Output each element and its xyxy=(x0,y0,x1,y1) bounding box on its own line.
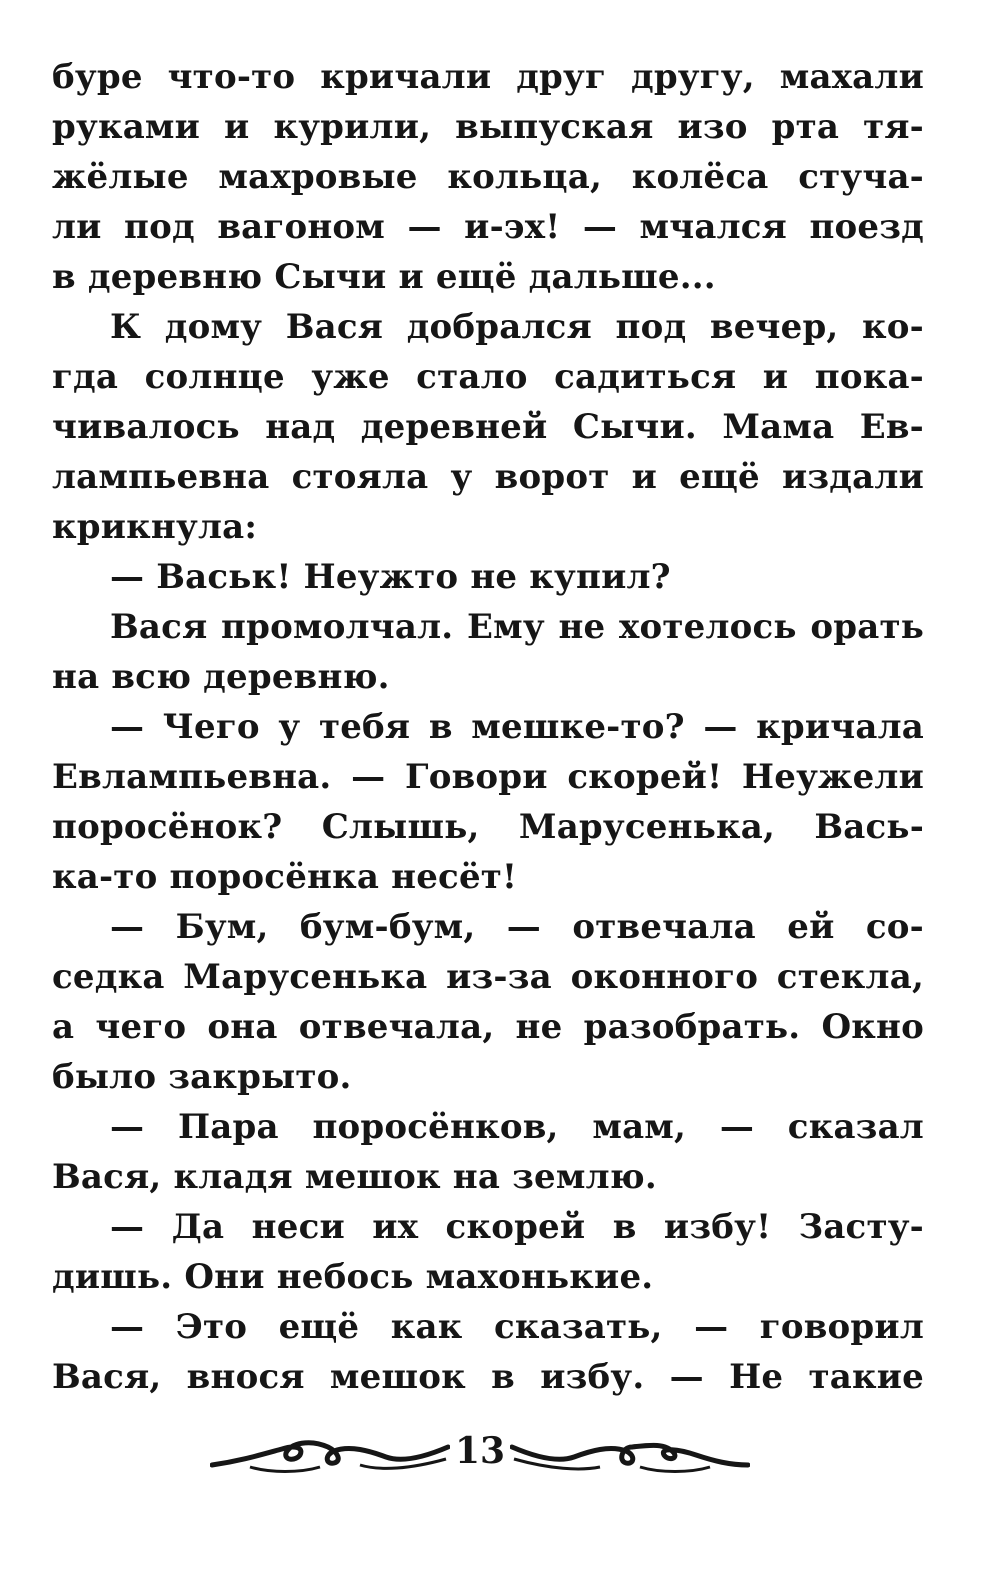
text-line: ли под вагоном — и-эх! — мчался поезд xyxy=(52,207,924,247)
text-line: дишь. Они небось махонькие. xyxy=(52,1257,654,1297)
text-line: крикнула: xyxy=(52,507,258,547)
page-number: 13 xyxy=(454,1430,506,1472)
flourish-left-icon xyxy=(210,1425,450,1485)
text-line: К дому Вася добрался под вечер, ко- xyxy=(110,307,924,347)
text-line: руками и курили, выпуская изо рта тя- xyxy=(52,107,924,147)
text-line: Вася, кладя мешок на землю. xyxy=(52,1157,657,1197)
text-line: гда солнце уже стало садиться и пока- xyxy=(52,357,924,397)
page-text xyxy=(52,52,924,1402)
text-line: в деревню Сычи и ещё дальше... xyxy=(52,257,716,297)
text-line: а чего она отвечала, не разобрать. Окно xyxy=(52,1007,924,1047)
text-line: Евлампьевна. — Говори скорей! Неужели xyxy=(52,757,924,797)
text-line: на всю деревню. xyxy=(52,657,390,697)
text-line: поросёнок? Слышь, Марусенька, Вась- xyxy=(52,807,924,847)
text-line: лампьевна стояла у ворот и ещё издали xyxy=(52,457,924,497)
text-line: буре что-то кричали друг другу, махали xyxy=(52,57,924,97)
text-line: — Пара поросёнков, мам, — сказал xyxy=(110,1107,924,1147)
text-line: седка Марусенька из-за оконного стекла, xyxy=(52,957,924,997)
text-line: — Да неси их скорей в избу! Засту- xyxy=(110,1207,924,1247)
text-line: — Васьк! Неужто не купил? xyxy=(110,557,671,597)
text-line: Вася, внося мешок в избу. — Не такие xyxy=(52,1357,924,1397)
text-line: — Чего у тебя в мешке-то? — кричала xyxy=(110,707,924,747)
text-line: чивалось над деревней Сычи. Мама Ев- xyxy=(52,407,924,447)
flourish-right-icon xyxy=(510,1425,750,1485)
text-line: — Это ещё как сказать, — говорил xyxy=(110,1307,924,1347)
text-line: — Бум, бум-бум, — отвечала ей со- xyxy=(110,907,924,947)
text-line: было закрыто. xyxy=(52,1057,352,1097)
page-footer xyxy=(0,1425,1000,1485)
text-line: ка-то поросёнка несёт! xyxy=(52,857,518,897)
text-line: Вася промолчал. Ему не хотелось орать xyxy=(110,607,924,647)
text-line: жёлые махровые кольца, колёса стуча- xyxy=(52,157,924,197)
